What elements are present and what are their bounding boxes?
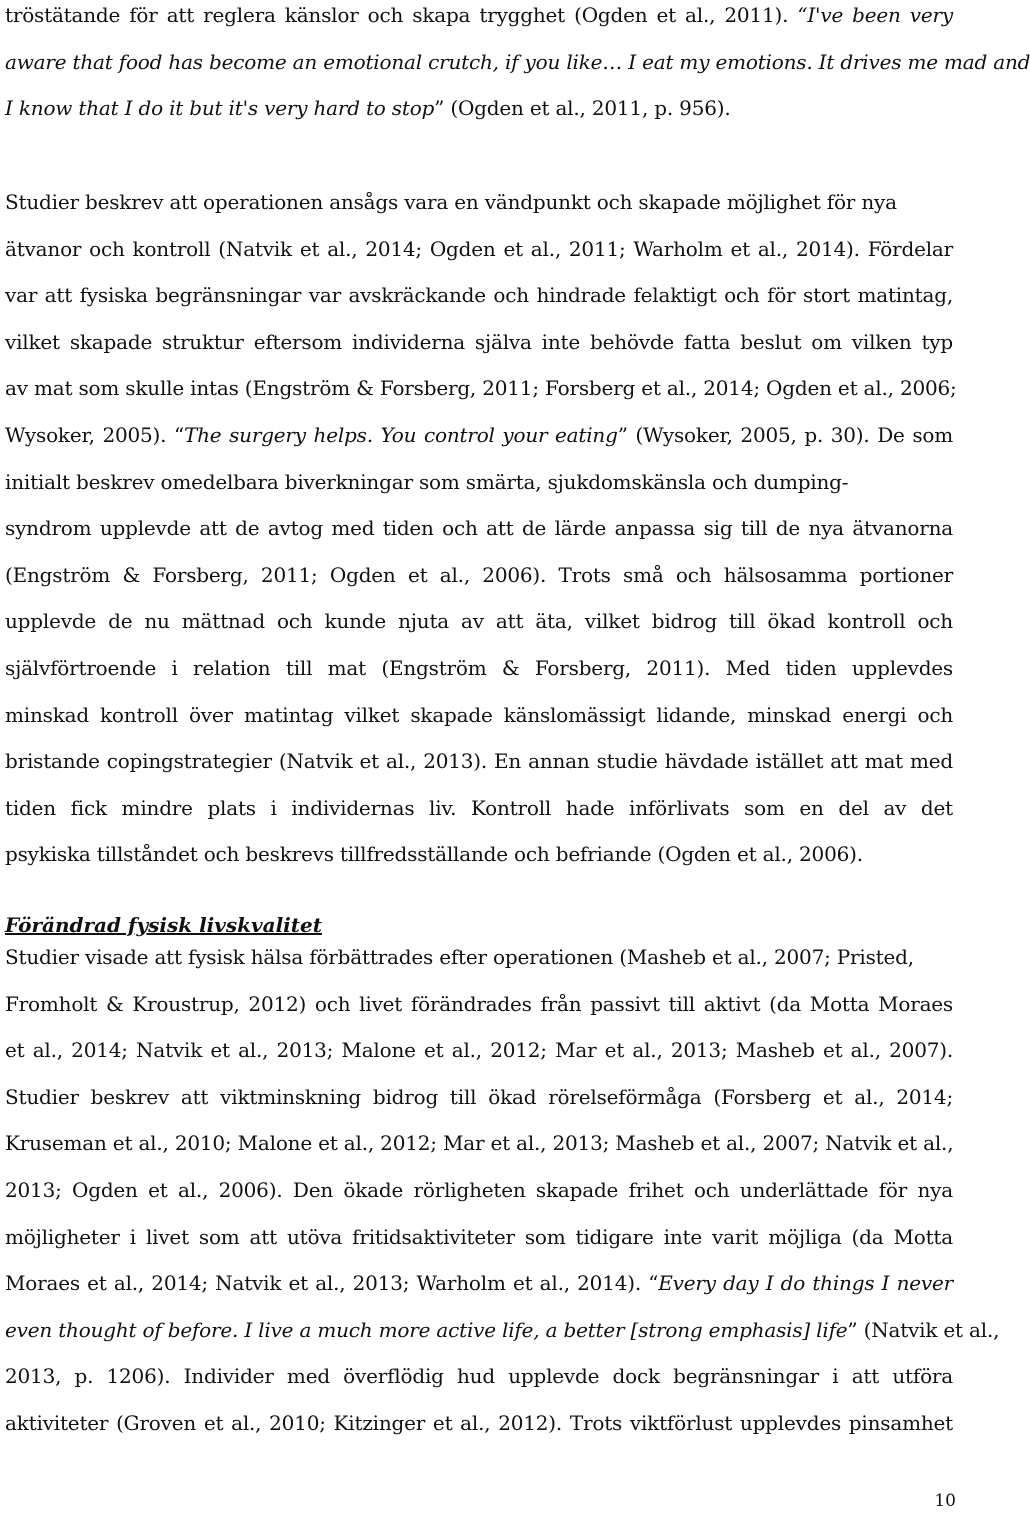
line-text: ” (Wysoker, 2005, p. 30). De som [617, 423, 953, 447]
line-text: 2013; Ogden et al., 2006). Den ökade rörligheten skapade frihet och underlättade för nya [5, 1178, 953, 1202]
line-text: tiden fick mindre plats i individernas liv. Kontroll hade införlivats som en del av det [5, 795, 953, 820]
line-text: (Engström & Forsberg, 2011; Ogden et al., 2006). Trots små och hälsosamma portioner [5, 562, 953, 587]
text-line [5, 234, 953, 264]
quote-text: even thought of before. I live a much more active life, a better [strong emphasis] life [5, 1317, 848, 1342]
text-line [5, 187, 897, 217]
quote-text: The surgery helps. You control your eating [183, 423, 618, 447]
text-line [5, 839, 863, 869]
text-line [5, 1361, 953, 1391]
line-text: av mat som skulle intas (Engström & Forsberg, 2011; Forsberg et al., 2014; Ogden et al., 2006; [5, 376, 957, 401]
line-text: Kruseman et al., 2010; Malone et al., 2012; Mar et al., 2013; Masheb et al., 2007; Natvik et al., [5, 1131, 954, 1156]
text-line [5, 700, 953, 730]
line-text: et al., 2014; Natvik et al., 2013; Malone et al., 2012; Mar et al., 2013; Masheb et al., 2007). [5, 1038, 953, 1063]
text-line [5, 1408, 953, 1438]
quote-text: “I've been very [797, 3, 953, 27]
text-line [5, 47, 1030, 77]
line-text: ätvanor och kontroll (Natvik et al., 2014; Ogden et al., 2011; Warholm et al., 2014). Fördelar [5, 236, 953, 261]
line-text: var att fysiska begränsningar var avskräckande och hindrade felaktigt och för stort matintag, [5, 283, 953, 308]
quote-text: I know that I do it but it's very hard to stop [5, 96, 435, 121]
text-line [5, 1128, 953, 1158]
page-number: 10 [934, 1491, 956, 1511]
line-text: syndrom upplevde att de avtog med tiden och att de lärde anpassa sig till de nya ätvanorna [5, 516, 953, 541]
text-line [5, 560, 953, 590]
text-line [5, 280, 953, 310]
line-text: Moraes et al., 2014; Natvik et al., 2013; Warholm et al., 2014). “ [5, 1271, 659, 1296]
line-text: psykiska tillståndet och beskrevs tillfredsställande och befriande (Ogden et al., 2006). [5, 842, 863, 867]
text-line [5, 327, 953, 357]
line-text: initialt beskrev omedelbara biverkningar som smärta, sjukdomskänsla och dumping- [5, 469, 849, 494]
line-text: minskad kontroll över matintag vilket skapade känslomässigt lidande, minskad energi och [5, 702, 953, 727]
text-line [5, 1175, 953, 1205]
line-text: aktiviteter (Groven et al., 2010; Kitzinger et al., 2012). Trots viktförlust upplevdes pinsamhet [5, 1411, 953, 1435]
text-line [5, 942, 914, 972]
text-line [5, 513, 953, 543]
line-text: Studier beskrev att viktminskning bidrog till ökad rörelseförmåga (Forsberg et al., 2014; [5, 1084, 953, 1109]
text-line [5, 373, 957, 403]
line-text: Wysoker, 2005). “ [5, 423, 184, 447]
text-line [5, 1035, 953, 1065]
quote-text: Every day I do things I never [658, 1271, 953, 1296]
line-text: Fromholt & Kroustrup, 2012) och livet förändrades från passivt till aktivt (da Motta Moraes [5, 991, 953, 1016]
text-line [5, 1222, 953, 1252]
line-text: ” (Natvik et al., [847, 1317, 1000, 1342]
line-text: vilket skapade struktur eftersom individerna själva inte behövde fatta beslut om vilken typ [5, 329, 953, 354]
quote-text: aware that food has become an emotional crutch, if you like… I eat my emotions. It drives me mad and [5, 49, 1030, 74]
line-text: upplevde de nu mättnad och kunde njuta av att äta, vilket bidrog till ökad kontroll och [5, 609, 953, 634]
line-text: möjligheter i livet som att utöva fritidsaktiviteter som tidigare inte varit möjliga (da Motta [5, 1224, 953, 1249]
line-text: 2013, p. 1206). Individer med överflödig hud upplevde dock begränsningar i att utföra [5, 1364, 953, 1389]
line-text: tröstätande för att reglera känslor och skapa trygghet (Ogden et al., 2011). [5, 3, 798, 27]
text-line [5, 653, 953, 683]
line-text: Studier beskrev att operationen ansågs vara en vändpunkt och skapade möjlighet för nya [5, 190, 897, 214]
text-line [5, 93, 731, 123]
section-heading: Förändrad fysisk livskvalitet [5, 913, 322, 937]
line-text: självförtroende i relation till mat (Engström & Forsberg, 2011). Med tiden upplevdes [5, 656, 953, 680]
line-text: ” (Ogden et al., 2011, p. 956). [434, 96, 731, 121]
text-line [5, 467, 848, 497]
text-line [5, 1268, 953, 1298]
text-line [5, 746, 953, 776]
text-line [5, 0, 953, 30]
text-line [5, 989, 953, 1019]
text-line [5, 420, 953, 450]
line-text: Studier visade att fysisk hälsa förbättrades efter operationen (Masheb et al., 2007; Pristed, [5, 945, 914, 969]
text-line [5, 1082, 953, 1112]
text-line [5, 606, 953, 636]
line-text: bristande copingstrategier (Natvik et al., 2013). En annan studie hävdade istället att mat med [5, 749, 953, 774]
text-line [5, 1315, 1000, 1345]
text-line [5, 793, 953, 823]
